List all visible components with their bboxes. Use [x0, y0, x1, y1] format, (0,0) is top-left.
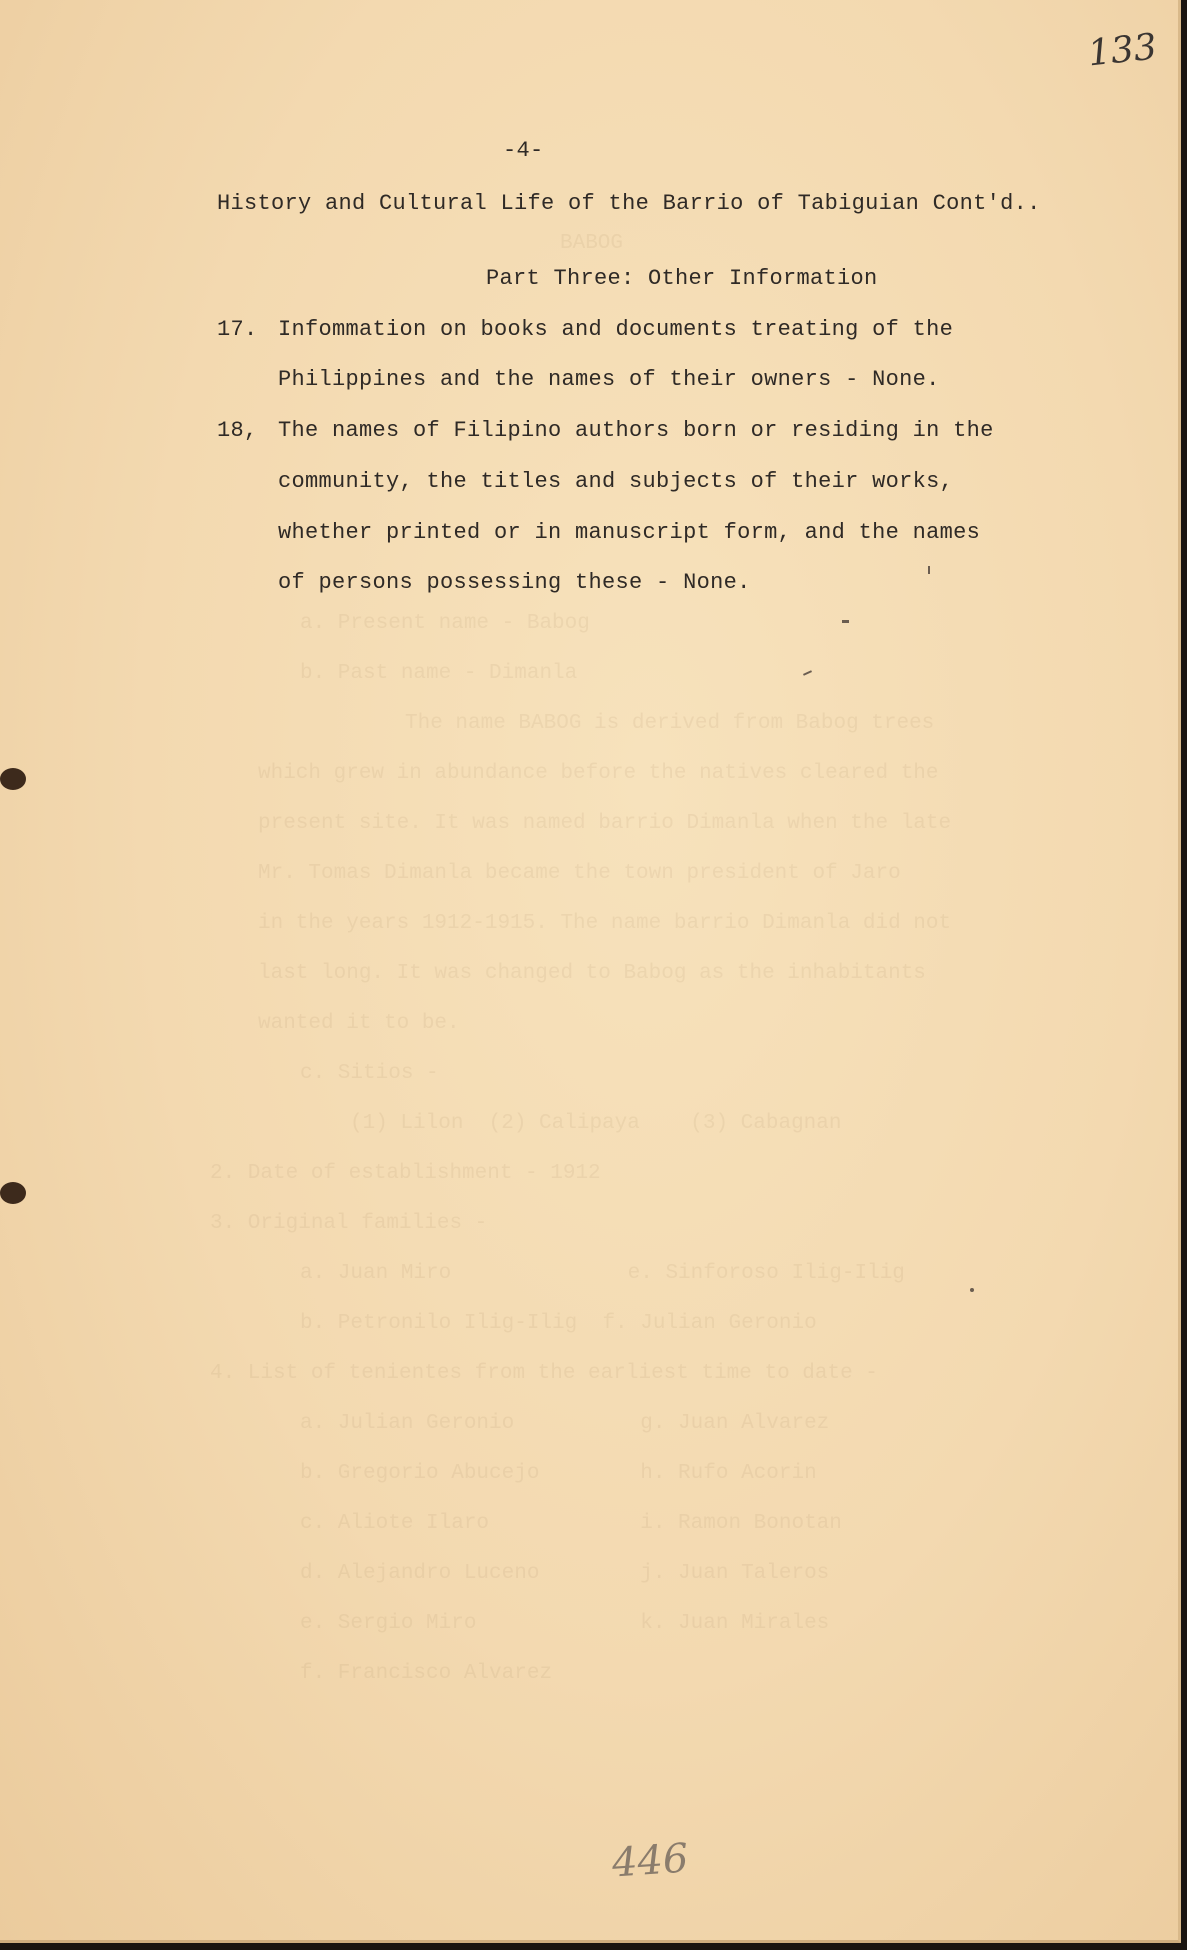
- handwritten-page-number: 133: [1086, 26, 1159, 75]
- document-title: History and Cultural Life of the Barrio of Tabiguian Cont'd..: [217, 191, 1041, 216]
- section-heading: Part Three: Other Information: [486, 266, 878, 291]
- ink-speck: [842, 620, 849, 623]
- page-marker: -4-: [503, 138, 544, 163]
- punch-hole-upper: [0, 768, 26, 790]
- ink-speck: [803, 670, 812, 676]
- item-line: The names of Filipino authors born or residing in the: [278, 418, 994, 443]
- handwritten-footer-number: 446: [610, 1835, 690, 1887]
- punch-hole-lower: [0, 1182, 26, 1204]
- show-through-texture: BABOG a. Present name - Babog b. Past name - Dimanla The name BABOG is derived from Babog trees which grew in abundance before the natives cleared the present site. It was named barrio Dimanla when the late Mr. Tomas Dimanla became the town president of Jaro in the years 1912-1915. The name barrio Dimanla did not last long. It was changed to Babog as the inhabitants wanted it to be. c. Sitios - (1) Lilon (2) Calipaya (3) Cabagnan 2. Date of establishment - 1912 3. Original families - a. Juan Miro e. Sinforoso Ilig-Ilig b. Petronilo Ilig-Ilig f. Julian Geronio 4. List of tenientes from the earliest time to date - a. Julian Geronio g. Juan Alvarez b. Gregorio Abucejo h. Rufo Acorin c. Aliote Ilaro i. Ramon Bonotan d. Alejandro Luceno j. Juan Taleros e. Sergio Miro k. Juan Mirales f. Francisco Alvarez: [210, 232, 952, 1685]
- item-line: Philippines and the names of their owners - None.: [278, 367, 940, 392]
- ink-speck: [928, 566, 930, 574]
- item-line: Infommation on books and documents treating of the: [278, 317, 954, 342]
- ink-speck: [970, 1288, 974, 1292]
- item-number: 17.: [217, 317, 258, 342]
- item-line: whether printed or in manuscript form, and the names: [278, 520, 981, 545]
- item-line: community, the titles and subjects of their works,: [278, 469, 954, 494]
- item-line: of persons possessing these - None.: [278, 570, 751, 595]
- item-number: 18,: [217, 418, 258, 443]
